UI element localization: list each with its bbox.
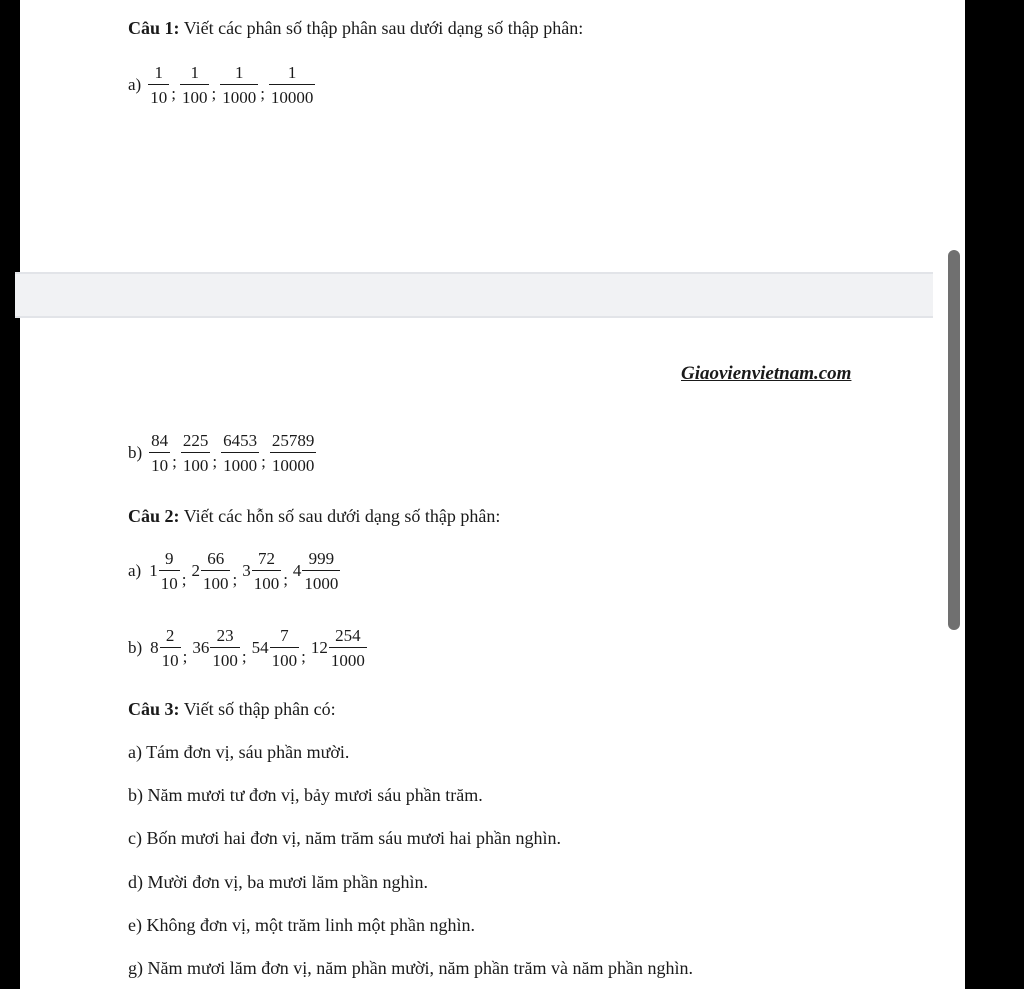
- fraction: [149, 432, 170, 474]
- q3-item-e: e) Không đơn vị, một trăm linh một phần nghìn.: [128, 915, 475, 935]
- fraction: [180, 64, 210, 106]
- fraction: [181, 432, 211, 474]
- q3-item-b: b) Năm mươi tư đơn vị, bảy mươi sáu phần trăm.: [128, 785, 483, 805]
- denominator: 100: [181, 452, 211, 474]
- numerator: 1: [190, 63, 199, 82]
- part-label: a): [128, 75, 142, 94]
- numerator: 1: [154, 63, 163, 82]
- whole-part: 8: [150, 638, 159, 657]
- fraction: [201, 550, 231, 592]
- denominator: 10000: [270, 452, 317, 474]
- fraction: [220, 64, 258, 106]
- page-separator: [15, 272, 933, 318]
- denominator: 10: [149, 452, 170, 474]
- question-2-title: [128, 506, 500, 527]
- fraction: [160, 627, 181, 669]
- numerator: 999: [308, 549, 335, 568]
- denominator: 10000: [269, 84, 316, 106]
- denominator: 1000: [221, 452, 259, 474]
- whole-part: 1: [149, 561, 158, 580]
- q3-item-a: a) Tám đơn vị, sáu phần mười.: [128, 742, 350, 762]
- numerator: 2: [165, 626, 175, 645]
- fraction: [252, 550, 282, 592]
- numerator: 23: [216, 626, 234, 645]
- separator: ;: [283, 570, 288, 589]
- whole-part: 12: [310, 638, 328, 657]
- separator: ;: [232, 570, 238, 589]
- numerator: 66: [207, 549, 225, 568]
- scrollbar-thumb[interactable]: [948, 250, 960, 630]
- question-3-title: [128, 699, 336, 720]
- numerator: 6453: [223, 431, 258, 450]
- denominator: 10: [160, 647, 181, 669]
- denominator: 10: [148, 84, 169, 106]
- separator: ;: [182, 647, 188, 666]
- question-1-number: Câu 1:: [128, 18, 180, 38]
- part-label: b): [128, 638, 143, 657]
- fraction: [221, 432, 259, 474]
- whole-part: 2: [191, 561, 200, 580]
- denominator: 1000: [302, 570, 340, 592]
- q3-item-d: d) Mười đơn vị, ba mươi lăm phần nghìn.: [128, 872, 429, 892]
- numerator: 84: [151, 431, 169, 450]
- denominator: 100: [201, 570, 231, 592]
- fraction: [270, 432, 317, 474]
- numerator: 1: [287, 63, 297, 82]
- numerator: 9: [164, 549, 174, 568]
- separator: ;: [172, 452, 177, 471]
- part-label: b): [128, 443, 143, 462]
- separator: ;: [171, 84, 176, 103]
- question-1-title: [128, 18, 583, 39]
- separator: ;: [241, 647, 247, 666]
- separator: ;: [181, 570, 187, 589]
- part-label: a): [128, 561, 142, 580]
- fraction: [210, 627, 240, 669]
- denominator: 100: [270, 647, 300, 669]
- whole-part: 4: [292, 561, 302, 580]
- numerator: 7: [280, 626, 289, 645]
- fraction: [302, 550, 340, 592]
- numerator: 72: [257, 549, 275, 568]
- denominator: 1000: [220, 84, 258, 106]
- watermark-link[interactable]: Giaovienvietnam.com: [681, 363, 852, 384]
- separator: ;: [261, 452, 266, 471]
- fraction: [159, 550, 180, 592]
- whole-part: 54: [251, 638, 269, 657]
- denominator: 1000: [329, 647, 367, 669]
- denominator: 100: [252, 570, 282, 592]
- question-2-text: Viết các hỗn số sau dưới dạng số thập phân:: [179, 506, 501, 526]
- denominator: 10: [159, 570, 180, 592]
- separator: ;: [212, 452, 218, 471]
- q1-part-a: [128, 64, 316, 106]
- fraction: [329, 627, 367, 669]
- whole-part: 36: [192, 638, 210, 657]
- numerator: 1: [234, 63, 244, 82]
- q3-item-g: g) Năm mươi lăm đơn vị, năm phần mười, năm phần trăm và năm phần nghìn.: [128, 958, 693, 978]
- fraction: [269, 64, 316, 106]
- separator: ;: [211, 84, 217, 103]
- separator: ;: [260, 84, 265, 103]
- question-3-text: Viết số thập phân có:: [179, 699, 336, 719]
- question-3-number: Câu 3:: [128, 699, 180, 719]
- q2-part-a: [128, 550, 341, 592]
- numerator: 225: [182, 431, 209, 450]
- fraction: [270, 627, 300, 669]
- q1-part-b: [128, 432, 317, 474]
- q3-item-c: c) Bốn mươi hai đơn vị, năm trăm sáu mươi hai phần nghìn.: [128, 828, 562, 848]
- question-1-text: Viết các phân số thập phân sau dưới dạng số thập phân:: [179, 18, 584, 38]
- numerator: 25789: [271, 431, 315, 450]
- fraction: [148, 64, 169, 106]
- q2-part-b: [128, 627, 368, 669]
- question-2-number: Câu 2:: [128, 506, 180, 526]
- whole-part: 3: [242, 561, 251, 580]
- denominator: 100: [210, 647, 240, 669]
- separator: ;: [301, 647, 306, 666]
- numerator: 254: [335, 626, 361, 645]
- denominator: 100: [180, 84, 210, 106]
